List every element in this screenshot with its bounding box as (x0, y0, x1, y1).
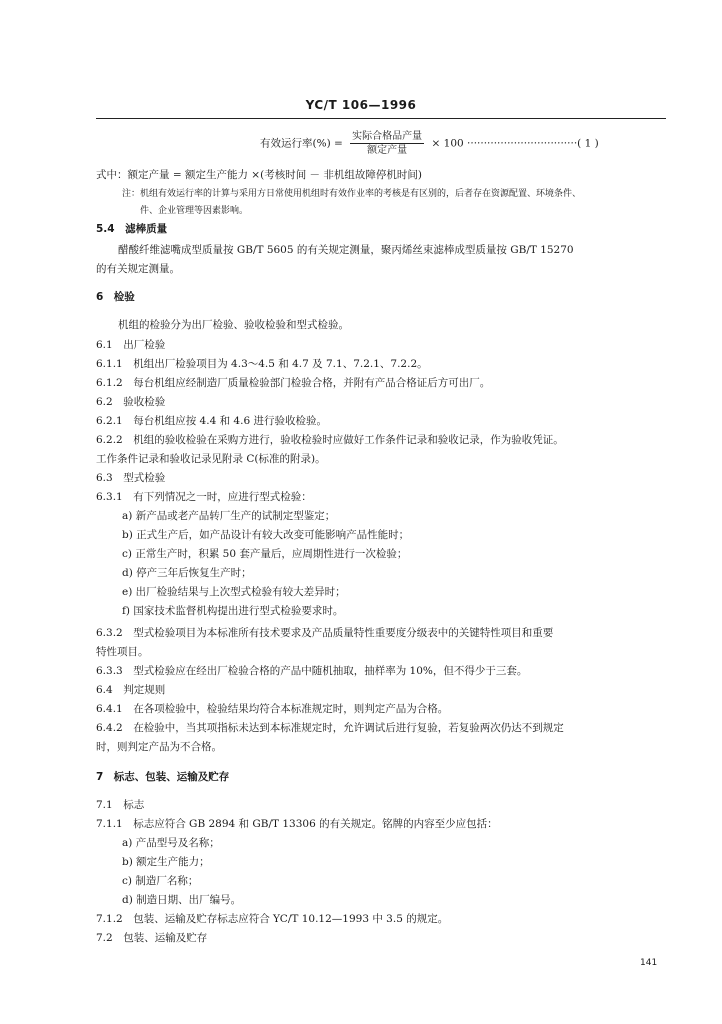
formula-denominator: 额定产量 (367, 145, 408, 156)
text-line: 6.4.2 在检验中，当其项指标未达到本标准规定时，允许调试后进行复验，若复验两次仍达不到规定 (96, 722, 564, 734)
list-item: c) 正常生产时，积累 50 套产量后，应周期性进行一次检验； (122, 548, 408, 560)
list-item: a) 产品型号及名称； (122, 837, 220, 849)
list-item: c) 制造厂名称； (122, 875, 199, 887)
section-heading: 6.3 型式检验 (96, 472, 166, 484)
note-line: 件、企业管理等因素影响。 (140, 206, 249, 216)
formula-numerator: 实际合格品产量 (352, 131, 423, 142)
chapter-heading: 6 检验 (96, 291, 135, 303)
list-item: a) 新产品或老产品转厂生产的试制定型鉴定； (122, 510, 336, 522)
section-heading: 6.1 出厂检验 (96, 339, 166, 351)
formula-lhs: 有效运行率(%) = (260, 137, 343, 150)
text-line: 6.3.2 型式检验项目为本标准所有技术要求及产品质量特性重要度分级表中的关键特性项目和重要 (96, 627, 554, 639)
text-line: 工作条件记录和验收记录见附录 C(标准的附录)。 (96, 453, 326, 465)
page-number: 141 (640, 958, 658, 968)
section-heading: 6.2 验收检验 (96, 396, 166, 408)
standard-code-header: YC/T 106—1996 (305, 98, 417, 112)
list-item: e) 出厂检验结果与上次型式检验有较大差异时； (122, 586, 346, 598)
text-line: 醋酸纤维滤嘴成型质量按 GB/T 5605 的有关规定测量，聚丙烯丝束滤棒成型质量按 GB/T 15270 (118, 244, 574, 256)
text-line: 6.4.1 在各项检验中，检验结果均符合本标准规定时，则判定产品为合格。 (96, 703, 449, 715)
section-heading: 5.4 滤棒质量 (96, 223, 168, 235)
text-line: 6.2.2 机组的验收检验在采购方进行，验收检验时应做好工作条件记录和验收记录，作为验收凭证。 (96, 434, 564, 446)
section-heading: 6.4 判定规则 (96, 684, 166, 696)
text-line: 机组的检验分为出厂检验、验收检验和型式检验。 (118, 319, 349, 331)
efficiency-formula (260, 130, 599, 157)
formula-rhs: × 100 ·································( 1 ) (431, 137, 599, 150)
text-line: 的有关规定测量。 (96, 263, 180, 275)
text-line: 7.1.1 标志应符合 GB 2894 和 GB/T 13306 的有关规定。铭牌的内容至少应包括： (96, 818, 498, 830)
text-line: 7.1.2 包装、运输及贮存标志应符合 YC/T 10.12—1993 中 3.5 的规定。 (96, 913, 449, 925)
text-line: 特性项目。 (96, 646, 149, 658)
text-line: 6.3.3 型式检验应在经出厂检验合格的产品中随机抽取，抽样率为 10%，但不得少于三套。 (96, 665, 528, 677)
section-heading: 7.2 包装、运输及贮存 (96, 932, 208, 944)
note-line: 注：机组有效运行率的计算与采用方日常使用机组时有效作业率的考核是有区别的，后者存在资源配置、环境条件、 (122, 189, 582, 199)
text-line: 6.1.2 每台机组应经制造厂质量检验部门检验合格，并附有产品合格证后方可出厂。 (96, 377, 491, 389)
text-line: 6.1.1 机组出厂检验项目为 4.3～4.5 和 4.7 及 7.1、7.2.1、7.2.2。 (96, 358, 428, 370)
list-item: d) 停产三年后恢复生产时； (122, 567, 252, 579)
text-line: 6.2.1 每台机组应按 4.4 和 4.6 进行验收检验。 (96, 415, 327, 427)
list-item: b) 额定生产能力； (122, 856, 210, 868)
chapter-heading: 7 标志、包装、运输及贮存 (96, 771, 230, 783)
list-item: f) 国家技术监督机构提出进行型式检验要求时。 (122, 605, 344, 617)
text-line: 式中：额定产量 = 额定生产能力 ×(考核时间 － 非机组故障停机时间) (96, 169, 422, 181)
section-heading: 7.1 标志 (96, 799, 145, 811)
list-item: b) 正式生产后，如产品设计有较大改变可能影响产品性能时； (122, 529, 410, 541)
formula-fraction (350, 130, 424, 157)
text-line: 6.3.1 有下列情况之一时，应进行型式检验： (96, 491, 312, 503)
text-line: 时，则判定产品为不合格。 (96, 741, 222, 753)
header-rule (96, 118, 666, 119)
list-item: d) 制造日期、出厂编号。 (122, 894, 242, 906)
